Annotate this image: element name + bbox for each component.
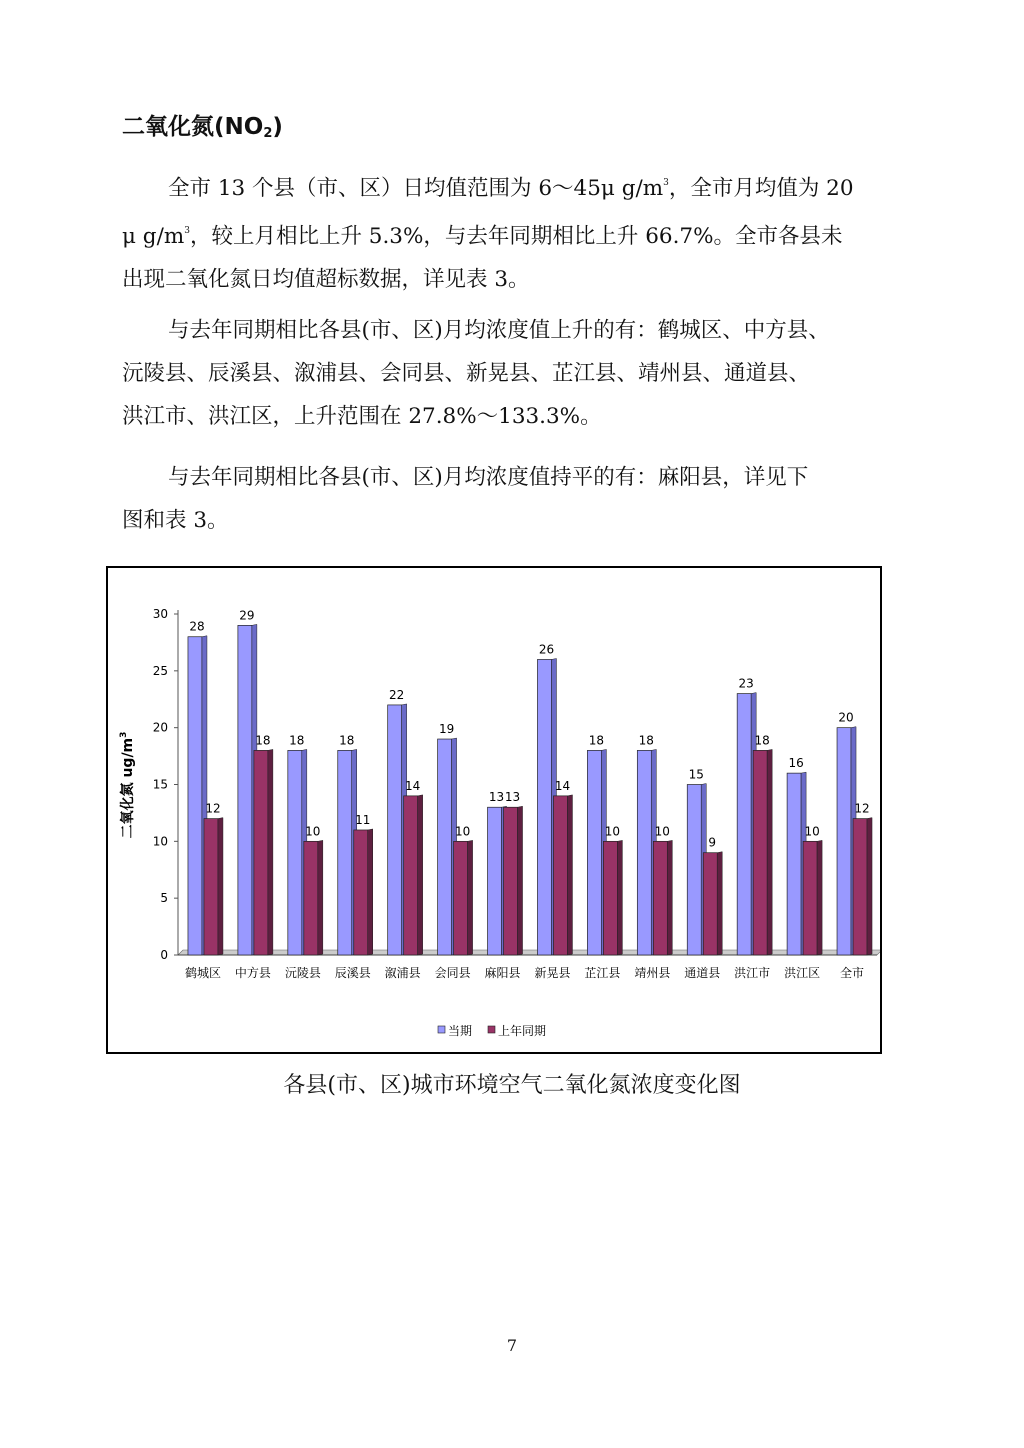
no2-bar-chart bbox=[108, 568, 880, 1052]
data-label-上年同期-沅陵县: 10 bbox=[305, 824, 321, 839]
paragraph-1 bbox=[122, 162, 922, 301]
data-label-上年同期-全市: 12 bbox=[854, 801, 870, 816]
bar-上年同期-麻阳县 bbox=[504, 807, 518, 955]
heading-text: 二氧化氮(NO bbox=[122, 114, 264, 140]
legend-swatch-last-year bbox=[488, 1026, 495, 1033]
paragraph-2-line-3: 洪江市、洪江区，上升范围在 27.8%～133.3%。 bbox=[122, 404, 602, 429]
x-tick-label: 靖州县 bbox=[634, 966, 671, 980]
data-label-上年同期-新晃县: 14 bbox=[554, 778, 571, 793]
bar-side-上年同期-洪江市 bbox=[767, 749, 772, 955]
paragraph-3 bbox=[122, 456, 922, 542]
data-label-当期-溆浦县: 22 bbox=[389, 687, 405, 702]
paragraph-1-line-1 bbox=[122, 162, 922, 210]
bar-上年同期-靖州县 bbox=[653, 841, 667, 955]
x-tick-label: 沅陵县 bbox=[284, 966, 321, 980]
x-tick-label: 全市 bbox=[840, 966, 865, 980]
bar-side-上年同期-新晃县 bbox=[567, 795, 572, 955]
data-label-当期-鹤城区: 28 bbox=[189, 619, 205, 634]
p1-l1-sup: 3 bbox=[663, 178, 669, 188]
bar-当期-通道县 bbox=[687, 785, 701, 956]
data-label-当期-靖州县: 18 bbox=[638, 733, 654, 748]
bar-side-上年同期-中方县 bbox=[268, 749, 273, 955]
data-label-上年同期-靖州县: 10 bbox=[654, 824, 670, 839]
bar-上年同期-辰溪县 bbox=[354, 830, 368, 955]
legend-label-current: 当期 bbox=[448, 1024, 473, 1038]
data-label-上年同期-溆浦县: 14 bbox=[405, 778, 421, 793]
x-tick-label: 洪江区 bbox=[784, 966, 821, 980]
y-tick-label: 25 bbox=[152, 663, 168, 678]
bar-side-上年同期-全市 bbox=[867, 818, 872, 955]
data-label-上年同期-洪江区: 10 bbox=[804, 824, 820, 839]
x-tick-label: 通道县 bbox=[684, 966, 721, 980]
bar-当期-溆浦县 bbox=[388, 705, 402, 955]
paragraph-1-line-2 bbox=[122, 210, 922, 258]
bar-side-上年同期-沅陵县 bbox=[318, 840, 323, 955]
x-tick-label: 洪江市 bbox=[734, 966, 771, 980]
data-label-当期-会同县: 19 bbox=[438, 722, 455, 737]
data-label-当期-芷江县: 18 bbox=[588, 733, 605, 748]
bar-上年同期-溆浦县 bbox=[404, 796, 418, 955]
y-tick-label: 5 bbox=[160, 891, 168, 906]
bar-当期-新晃县 bbox=[537, 659, 551, 955]
data-label-上年同期-中方县: 18 bbox=[255, 733, 271, 748]
chart-frame bbox=[106, 566, 882, 1054]
bar-当期-中方县 bbox=[238, 625, 252, 955]
data-label-当期-新晃县: 26 bbox=[538, 642, 555, 657]
data-label-上年同期-会同县: 10 bbox=[454, 824, 471, 839]
data-label-当期-全市: 20 bbox=[838, 710, 854, 725]
bar-当期-芷江县 bbox=[587, 750, 601, 955]
bar-side-上年同期-芷江县 bbox=[617, 840, 622, 955]
bar-上年同期-通道县 bbox=[703, 853, 717, 955]
x-tick-label: 溆浦县 bbox=[384, 966, 421, 980]
data-label-当期-麻阳县: 13 bbox=[488, 790, 505, 805]
paragraph-2-line-1: 与去年同期相比各县(市、区)月均浓度值上升的有：鹤城区、中方县、 bbox=[168, 318, 830, 343]
heading-close: ) bbox=[272, 114, 283, 140]
bar-上年同期-沅陵县 bbox=[304, 841, 318, 955]
y-tick-label: 15 bbox=[152, 777, 168, 792]
bar-side-上年同期-靖州县 bbox=[667, 840, 672, 955]
bar-上年同期-洪江区 bbox=[803, 841, 817, 955]
x-tick-label: 麻阳县 bbox=[484, 966, 521, 980]
bar-上年同期-全市 bbox=[853, 819, 867, 955]
data-label-上年同期-麻阳县: 13 bbox=[504, 790, 521, 805]
data-label-当期-通道县: 15 bbox=[688, 767, 704, 782]
paragraph-2 bbox=[122, 309, 922, 438]
bar-当期-辰溪县 bbox=[338, 750, 352, 955]
bar-上年同期-新晃县 bbox=[553, 796, 567, 955]
page-number: 7 bbox=[506, 1336, 518, 1355]
x-tick-label: 新晃县 bbox=[534, 966, 571, 980]
x-tick-label: 会同县 bbox=[434, 966, 471, 980]
bar-side-上年同期-会同县 bbox=[468, 840, 473, 955]
data-label-当期-辰溪县: 18 bbox=[339, 733, 355, 748]
data-label-上年同期-洪江市: 18 bbox=[754, 733, 770, 748]
y-axis-label: 二氧化氮 $ug/m^3$ bbox=[119, 731, 136, 839]
data-label-当期-中方县: 29 bbox=[239, 608, 255, 623]
p1-l1-text-b: ，全市月均值为 20 bbox=[668, 176, 854, 201]
bar-上年同期-鹤城区 bbox=[204, 819, 218, 955]
legend-label-last-year: 上年同期 bbox=[498, 1024, 547, 1038]
bar-当期-麻阳县 bbox=[488, 807, 502, 955]
data-label-上年同期-辰溪县: 11 bbox=[355, 812, 371, 827]
x-tick-label: 中方县 bbox=[234, 966, 271, 980]
bar-当期-会同县 bbox=[438, 739, 452, 955]
y-tick-label: 30 bbox=[152, 607, 168, 621]
bar-当期-洪江区 bbox=[787, 773, 801, 955]
x-tick-label: 辰溪县 bbox=[334, 966, 371, 980]
p1-l2-text-b: ，较上月相比上升 5.3%，与去年同期相比上升 66.7%。全市各县未 bbox=[189, 224, 843, 249]
data-label-上年同期-通道县: 9 bbox=[708, 835, 717, 850]
bar-side-上年同期-麻阳县 bbox=[518, 806, 523, 955]
bar-上年同期-洪江市 bbox=[753, 750, 767, 955]
bar-side-上年同期-洪江区 bbox=[817, 840, 822, 955]
data-label-当期-洪江市: 23 bbox=[738, 676, 754, 691]
paragraph-3-line-1: 与去年同期相比各县(市、区)月均浓度值持平的有：麻阳县，详见下 bbox=[168, 465, 809, 490]
legend-swatch-current bbox=[438, 1026, 445, 1033]
chart-floor bbox=[178, 950, 880, 955]
bar-当期-洪江市 bbox=[737, 694, 751, 955]
chart-caption: 各县(市、区)城市环境空气二氧化氮浓度变化图 bbox=[283, 1073, 741, 1098]
bar-上年同期-会同县 bbox=[454, 841, 468, 955]
paragraph-3-line-2: 图和表 3。 bbox=[122, 508, 229, 533]
section-heading bbox=[122, 108, 283, 141]
x-tick-label: 芷江县 bbox=[584, 966, 621, 980]
bar-side-上年同期-辰溪县 bbox=[368, 829, 373, 955]
data-label-当期-洪江区: 16 bbox=[788, 756, 804, 771]
p1-l1-text: 全市 13 个县（市、区）日均值范围为 6～45μ g/m bbox=[168, 176, 664, 201]
bar-当期-沅陵县 bbox=[288, 750, 302, 955]
bar-当期-全市 bbox=[837, 728, 851, 955]
y-tick-label: 20 bbox=[152, 720, 168, 735]
bar-上年同期-中方县 bbox=[254, 750, 268, 955]
bar-当期-鹤城区 bbox=[188, 637, 202, 955]
y-tick-label: 0 bbox=[160, 948, 168, 962]
bar-side-上年同期-鹤城区 bbox=[218, 818, 223, 955]
paragraph-2-line-2: 沅陵县、辰溪县、溆浦县、会同县、新晃县、芷江县、靖州县、通道县、 bbox=[122, 361, 811, 386]
heading-subscript: 2 bbox=[263, 126, 273, 141]
data-label-上年同期-芷江县: 10 bbox=[604, 824, 621, 839]
x-tick-label: 鹤城区 bbox=[184, 966, 221, 980]
data-label-上年同期-鹤城区: 12 bbox=[205, 801, 221, 816]
bar-side-上年同期-通道县 bbox=[717, 852, 722, 955]
data-label-当期-沅陵县: 18 bbox=[289, 733, 305, 748]
p1-l2-sup: 3 bbox=[184, 226, 190, 236]
paragraph-1-line-3: 出现二氧化氮日均值超标数据，详见表 3。 bbox=[122, 267, 530, 292]
y-tick-label: 10 bbox=[152, 834, 168, 849]
bar-side-上年同期-溆浦县 bbox=[418, 795, 423, 955]
p1-l2-text: μ g/m bbox=[122, 224, 185, 249]
bar-上年同期-芷江县 bbox=[603, 841, 617, 955]
bar-当期-靖州县 bbox=[637, 750, 651, 955]
